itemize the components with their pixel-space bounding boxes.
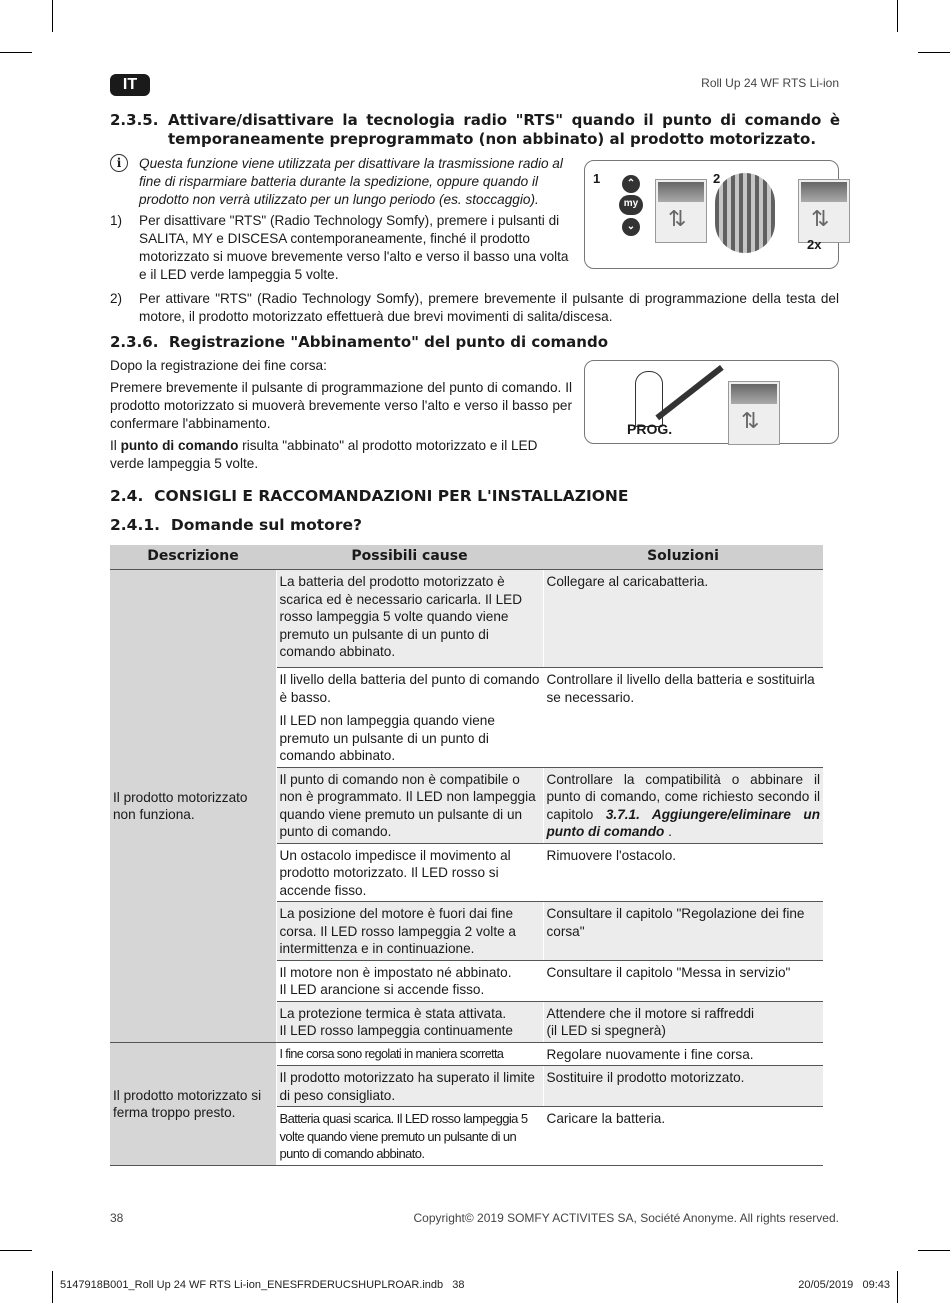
info-note: Questa funzione viene utilizzata per disattivare la trasmissione radio al fine di risparmiare batteria durante la spedizione, oppure quando il prodotto non verrà utilizzato per un lungo periodo (es. stoccaggio).: [139, 156, 563, 207]
copyright: Copyright© 2019 SOMFY ACTIVITES SA, Société Anonyme. All rights reserved.: [413, 1211, 839, 1225]
paragraph-after-limits: Dopo la registrazione dei fine corsa:: [110, 358, 327, 373]
solution-cell: Regolare nuovamente i fine corsa.: [543, 1042, 823, 1066]
problem-description: Il prodotto motorizzato si ferma troppo presto.: [110, 1042, 276, 1165]
print-slug-date: 20/05/2019 09:43: [798, 1279, 890, 1291]
table-row: [110, 570, 823, 668]
cause-cell: La posizione del motore è fuori dai fine corsa. Il LED rosso lampeggia 2 volte a intermittenza e in continuazione.: [276, 902, 543, 961]
step-1: [110, 212, 572, 284]
section-2-4-1-heading: 2.4.1. Domande sul motore?: [110, 516, 362, 534]
solution-cell: Consultare il capitolo "Messa in servizio": [543, 960, 823, 1001]
crop-mark: [0, 1250, 32, 1251]
solution-cell: Controllare la compatibilità o abbinare il punto di comando, come richiesto secondo il capitolo 3.7.1. Aggiungere/eliminare un punto di comando .: [543, 767, 823, 843]
figure-prog-pairing: [584, 360, 839, 444]
crop-mark: [52, 0, 53, 32]
crop-mark: [897, 0, 898, 32]
step-text: Per disattivare "RTS" (Radio Technology Somfy), premere i pulsanti di SALITA, MY e DISCESA contemporaneamente, finché il prodotto motorizzato si muove brevemente verso l'alto e verso il basso una volta e il LED verde lampeggia 5 volte.: [139, 213, 569, 282]
crop-mark: [918, 52, 950, 53]
table-header-row: [110, 545, 823, 570]
solution-cell: Rimuovere l'ostacolo.: [543, 843, 823, 902]
cause-cell: Batteria quasi scarica. Il LED rosso lampeggia 5 volte quando viene premuto un pulsante di un punto di comando abbinato.: [276, 1107, 543, 1166]
prog-label: PROG.: [627, 421, 673, 437]
language-badge: IT: [110, 74, 150, 96]
crop-mark: [0, 52, 32, 53]
remote-control-icon: ⇅: [798, 179, 850, 243]
section-number: 2.3.6.: [110, 333, 159, 351]
problem-description: Il prodotto motorizzato non funziona.: [110, 570, 276, 1043]
column-header: Descrizione: [110, 545, 276, 570]
my-button-icon: my: [619, 195, 643, 215]
section-2-3-5-heading: [110, 111, 840, 149]
cause-cell: Un ostacolo impedisce il movimento al prodotto motorizzato. Il LED rosso si accende fisso.: [276, 843, 543, 902]
crop-mark: [918, 1250, 950, 1251]
motor-head-icon: [715, 173, 775, 253]
cause-cell: La batteria del prodotto motorizzato è scarica ed è necessario caricarla. Il LED rosso lampeggia 5 volte quando viene premuto un pulsante di un punto di comando abbinato.: [276, 570, 543, 668]
cause-cell: Il livello della batteria del punto di comando è basso. Il LED non lampeggia quando viene premuto un pulsante di un punto di comando abbinato.: [276, 668, 543, 768]
page-number: 38: [110, 1211, 124, 1225]
section-title: Registrazione "Abbinamento" del punto di comando: [168, 333, 609, 351]
remote-control-icon: ⇅: [728, 381, 780, 445]
figure-rts-toggle: [584, 160, 839, 269]
step-number: 1): [110, 213, 123, 228]
solution-cell: Sostituire il prodotto motorizzato.: [543, 1066, 823, 1107]
figure-label-1: 1: [593, 171, 601, 186]
paragraph-paired: Il punto di comando risulta "abbinato" al prodotto motorizzato e il LED verde lampeggia 5 volte.: [110, 438, 538, 471]
paragraph-press-prog: Premere brevemente il pulsante di programmazione del punto di comando. Il prodotto motorizzato si muoverà brevemente verso l'alto e verso il basso per confermare l'abbinamento.: [110, 380, 572, 431]
down-button-icon: ⌄: [622, 218, 640, 236]
crop-mark: [52, 1271, 53, 1303]
chapter-reference: 3.7.1. Aggiungere/eliminare un punto di comando: [546, 806, 820, 839]
cause-cell: Il prodotto motorizzato ha superato il limite di peso consigliato.: [276, 1066, 543, 1107]
up-button-icon: ⌃: [622, 175, 640, 193]
troubleshooting-table: [110, 545, 823, 1166]
cause-cell: Il motore non è impostato né abbinato. Il LED arancione si accende fisso.: [276, 960, 543, 1001]
cause-cell: I fine corsa sono regolati in maniera scorretta: [276, 1042, 543, 1066]
solution-cell: Consultare il capitolo "Regolazione dei fine corsa": [543, 902, 823, 961]
figure-label-2: 2: [713, 171, 721, 186]
section-title: Attivare/disattivare la tecnologia radio "RTS" quando il punto di comando è temporaneamente preprogrammato (non abbinato) al prodotto motorizzato.: [168, 111, 840, 148]
remote-control-icon: ⇅: [655, 179, 707, 243]
cause-cell: Il punto di comando non è compatibile o non è programmato. Il LED non lampeggia quando viene premuto un pulsante di un punto di comando.: [276, 767, 543, 843]
info-icon: i: [110, 154, 128, 172]
solution-cell: Collegare al caricabatteria.: [543, 570, 823, 668]
cause-cell: La protezione termica è stata attivata. Il LED rosso lampeggia continuamente: [276, 1001, 543, 1042]
solution-cell: Attendere che il motore si raffreddi (il LED si spegnerà): [543, 1001, 823, 1042]
step-text: Per attivare "RTS" (Radio Technology Somfy), premere brevemente il pulsante di programmazione della testa del motore, il prodotto motorizzato effettuerà due brevi movimenti di salita/discesa.: [139, 291, 839, 324]
section-2-4-heading: 2.4. CONSIGLI E RACCOMANDAZIONI PER L'INSTALLAZIONE: [110, 487, 629, 505]
table-row: [110, 1042, 823, 1066]
section-2-3-6-heading: [110, 333, 608, 351]
press-count-label: 2x: [807, 237, 822, 252]
step-2: [110, 290, 839, 326]
solution-cell: Controllare il livello della batteria e sostituirla se necessario.: [543, 668, 823, 768]
solution-cell: Caricare la batteria.: [543, 1107, 823, 1166]
section-number: 2.3.5.: [110, 111, 159, 129]
bold-term: punto di comando: [120, 438, 239, 453]
step-number: 2): [110, 291, 123, 306]
running-title: Roll Up 24 WF RTS Li-ion: [701, 76, 839, 90]
pen-tool-icon: [655, 365, 723, 420]
column-header: Possibili cause: [276, 545, 543, 570]
crop-mark: [897, 1271, 898, 1303]
print-slug-file: 5147918B001_Roll Up 24 WF RTS Li-ion_ENESFRDERUCSHUPLROAR.indb 38: [60, 1279, 465, 1291]
column-header: Soluzioni: [543, 545, 823, 570]
